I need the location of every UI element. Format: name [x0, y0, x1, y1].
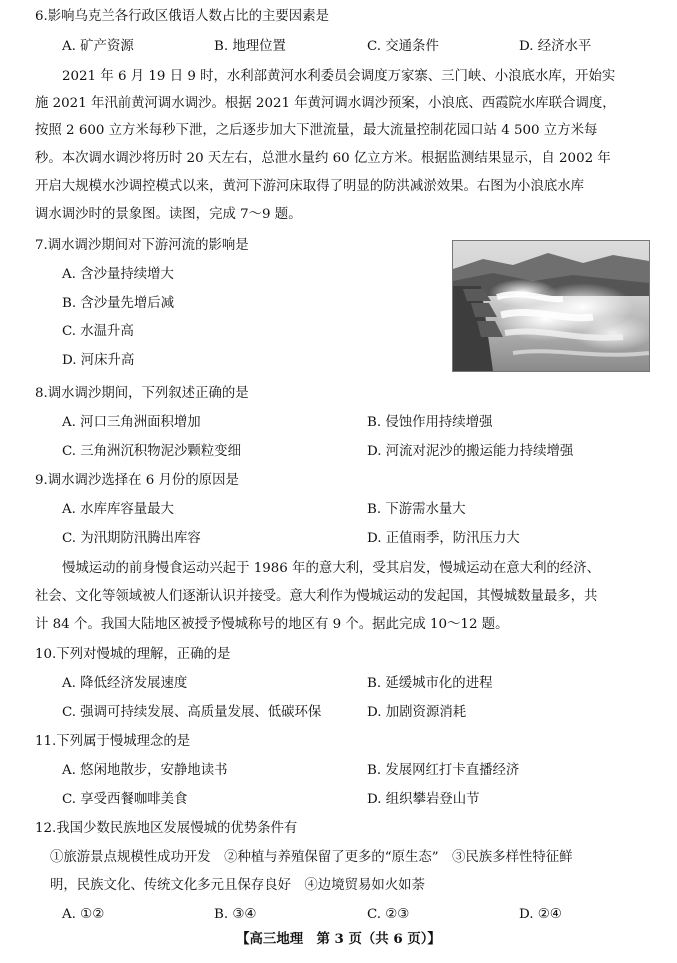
question-10-option-c: C. 强调可持续发展、高质量发展、低碳环保 [62, 705, 322, 720]
question-12-statements-line-1: ①旅游景点规模性成功开发 ②种植与养殖保留了更多的“原生态” ③民族多样性特征鲜 [50, 850, 573, 865]
question-12-option-a: A. ①② [62, 907, 105, 922]
question-6-option-c: C. 交通条件 [367, 39, 439, 54]
question-6-stem: 6.影响乌克兰各行政区俄语人数占比的主要因素是 [35, 9, 329, 24]
question-11-option-d: D. 组织攀岩登山节 [367, 792, 480, 807]
question-7-option-a: A. 含沙量持续增大 [62, 267, 174, 282]
question-8-option-a: A. 河口三角洲面积增加 [62, 415, 201, 430]
passage-1-line-3: 按照 2 600 立方米每秒下泄，之后逐步加大下泄流量，最大流量控制花园口站 4 500 立方米每 [35, 123, 598, 138]
question-11-stem: 11.下列属于慢城理念的是 [35, 734, 191, 749]
question-9-option-c: C. 为汛期防汛腾出库容 [62, 531, 201, 546]
passage-1-line-1: 2021 年 6 月 19 日 9 时，水利部黄河水利委员会调度万家寨、三门峡、小浪底水库，开始实 [62, 69, 616, 84]
question-10-option-b: B. 延缓城市化的进程 [367, 676, 493, 691]
passage-1-line-2: 施 2021 年汛前黄河调水调沙。根据 2021 年黄河调水调沙预案，小浪底、西霞院水库联合调度， [35, 96, 616, 111]
passage-1-line-4: 秒。本次调水调沙将历时 20 天左右，总泄水量约 60 亿立方米。根据监测结果显示，自 2002 年 [35, 151, 611, 166]
question-12-stem: 12.我国少数民族地区发展慢城的优势条件有 [35, 821, 298, 836]
question-9-option-d: D. 正值雨季，防汛压力大 [367, 531, 520, 546]
question-10-option-a: A. 降低经济发展速度 [62, 676, 188, 691]
question-12-option-b: B. ③④ [214, 907, 257, 922]
question-8-option-d: D. 河流对泥沙的搬运能力持续增强 [367, 444, 574, 459]
xiaolangdi-reservoir-photo [452, 240, 650, 372]
question-12-statements-line-2: 明，民族文化、传统文化多元且保存良好 ④边境贸易如火如荼 [50, 878, 425, 893]
passage-2-line-1: 慢城运动的前身慢食运动兴起于 1986 年的意大利，受其启发，慢城运动在意大利的经济、 [62, 561, 601, 576]
question-9-option-a: A. 水库库容量最大 [62, 502, 174, 517]
question-11-option-c: C. 享受西餐咖啡美食 [62, 792, 188, 807]
question-12-option-d: D. ②④ [519, 907, 562, 922]
question-12-option-c: C. ②③ [367, 907, 410, 922]
passage-2-line-2: 社会、文化等领域被人们逐渐认识并接受。意大利作为慢城运动的发起国，其慢城数量最多，共 [35, 589, 598, 604]
passage-2-line-3: 计 84 个。我国大陆地区被授予慢城称号的地区有 9 个。据此完成 10～12 题。 [35, 617, 509, 632]
question-9-stem: 9.调水调沙选择在 6 月份的原因是 [35, 473, 239, 488]
question-7-option-d: D. 河床升高 [62, 353, 135, 368]
question-8-option-c: C. 三角洲沉积物泥沙颗粒变细 [62, 444, 241, 459]
question-11-option-a: A. 悠闲地散步，安静地读书 [62, 763, 228, 778]
passage-1-line-6: 调水调沙时的景象图。读图，完成 7～9 题。 [35, 207, 302, 222]
question-6-option-b: B. 地理位置 [214, 39, 286, 54]
question-7-option-c: C. 水温升高 [62, 324, 134, 339]
question-8-option-b: B. 侵蚀作用持续增强 [367, 415, 493, 430]
question-7-option-b: B. 含沙量先增后减 [62, 296, 175, 311]
question-8-stem: 8.调水调沙期间，下列叙述正确的是 [35, 386, 249, 401]
passage-1-line-5: 开启大规模水沙调控模式以来，黄河下游河床取得了明显的防洪减淤效果。右图为小浪底水库 [35, 179, 585, 194]
question-10-stem: 10.下列对慢城的理解，正确的是 [35, 647, 231, 662]
question-6-option-a: A. 矿产资源 [62, 39, 134, 54]
question-7-stem: 7.调水调沙期间对下游河流的影响是 [35, 238, 249, 253]
page-footer: 【高三地理 第 3 页（共 6 页）】 [236, 931, 441, 947]
question-9-option-b: B. 下游需水量大 [367, 502, 466, 517]
question-6-option-d: D. 经济水平 [519, 39, 592, 54]
question-11-option-b: B. 发展网红打卡直播经济 [367, 763, 520, 778]
question-10-option-d: D. 加剧资源消耗 [367, 705, 467, 720]
